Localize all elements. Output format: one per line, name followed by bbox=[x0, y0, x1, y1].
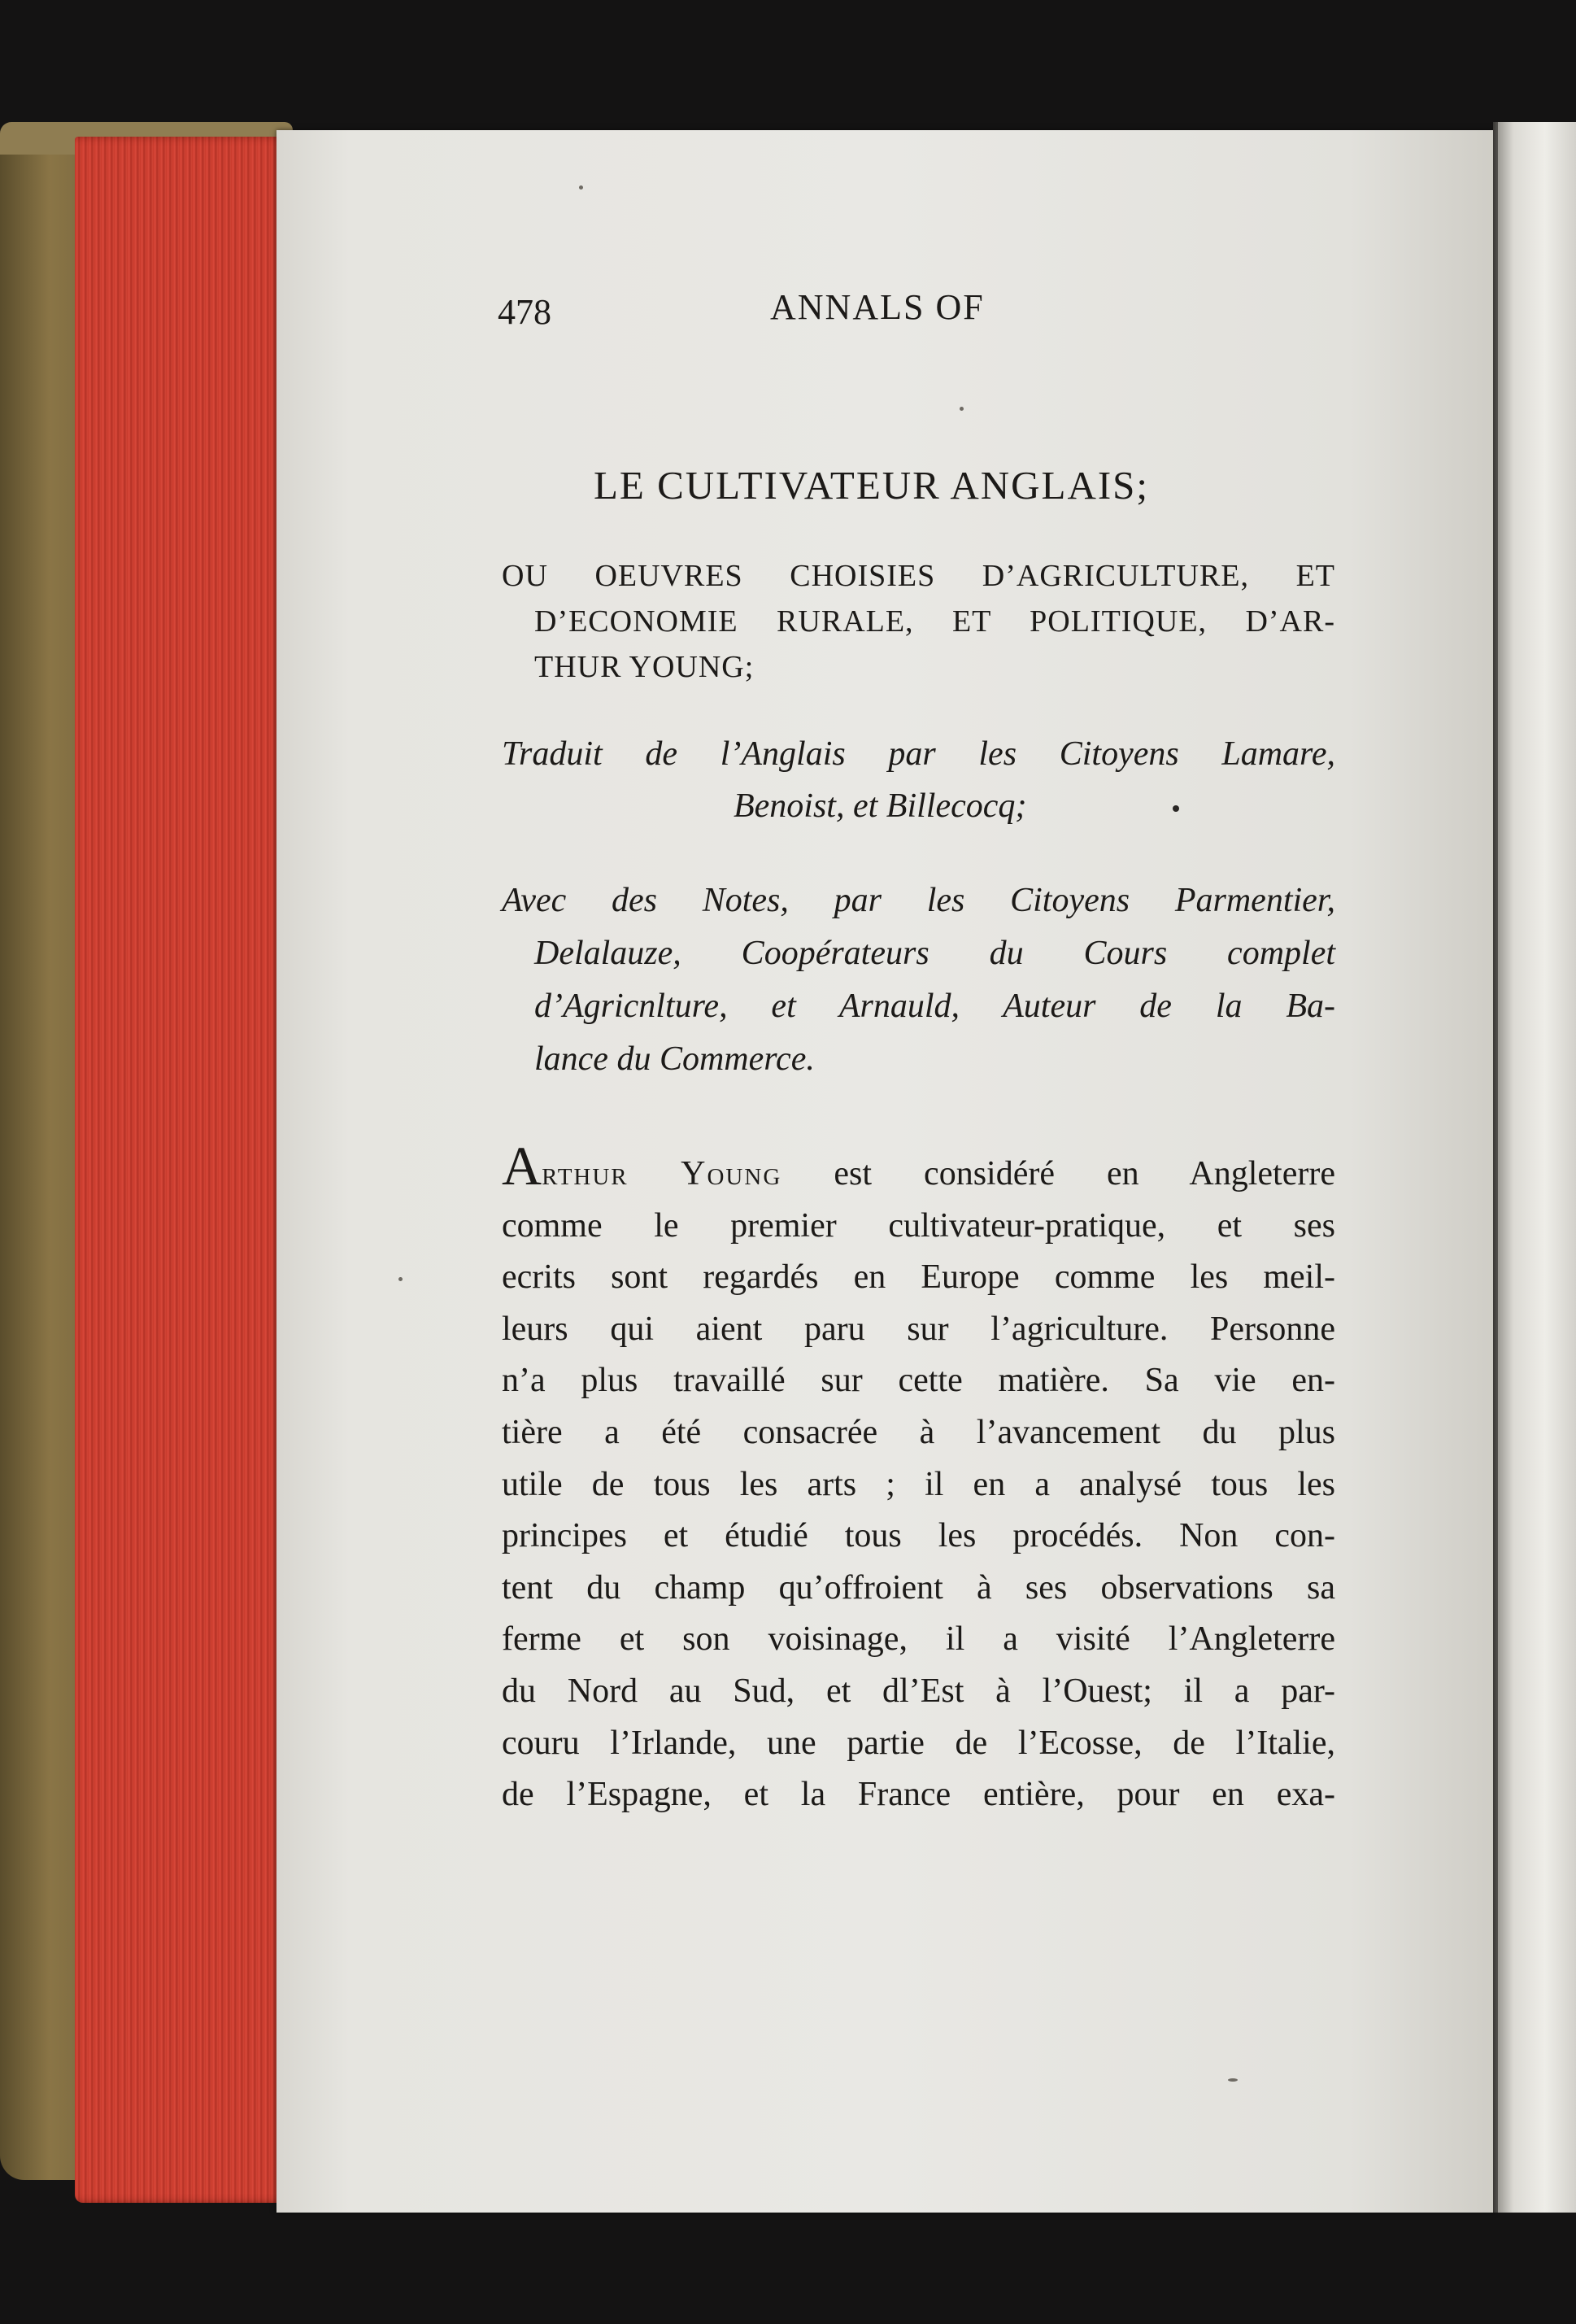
running-title: ANNALS OF bbox=[770, 287, 985, 327]
drop-cap: A bbox=[502, 1135, 542, 1197]
author-name: rthur Young bbox=[542, 1155, 782, 1193]
body-paragraph bbox=[502, 1135, 1335, 1821]
body-first-line bbox=[502, 1135, 1335, 1201]
section-title: LE CULTIVATEUR ANGLAIS; bbox=[594, 463, 1150, 508]
body-first-line-rest: est considéré en Angleterre bbox=[834, 1155, 1335, 1193]
red-page-edges bbox=[75, 137, 298, 2203]
page-number: 478 bbox=[498, 292, 551, 332]
translators-credit bbox=[502, 728, 1335, 832]
subtitle-line: OU OEUVRES CHOISIES D’AGRICULTURE, ET bbox=[502, 559, 1335, 593]
body-line: tent du champ qu’offroient à ses observations sa bbox=[502, 1568, 1335, 1607]
body-line: ecrits sont regardés en Europe comme les meil- bbox=[502, 1258, 1335, 1297]
notes-credit bbox=[502, 874, 1335, 1086]
body-line: couru l’Irlande, une partie de l’Ecosse, de l’Italie, bbox=[502, 1724, 1335, 1762]
notes-line: Delalauze, Coopérateurs du Cours complet bbox=[534, 935, 1335, 972]
body-line: principes et étudié tous les procédés. Non con- bbox=[502, 1517, 1335, 1555]
body-line: du Nord au Sud, et dl’Est à l’Ouest; il a par- bbox=[502, 1672, 1335, 1710]
running-head bbox=[498, 286, 1335, 343]
body-line: leurs qui aient paru sur l’agriculture. Personne bbox=[502, 1310, 1335, 1348]
paper-speck bbox=[398, 1277, 403, 1281]
paper-speck bbox=[579, 185, 583, 190]
body-line: tière a été consacrée à l’avancement du plus bbox=[502, 1413, 1335, 1451]
notes-line: d’Agricnlture, et Arnauld, Auteur de la Ba- bbox=[534, 988, 1335, 1025]
paper-speck bbox=[1228, 2078, 1238, 2082]
body-line: ferme et son voisinage, il a visité l’Angleterre bbox=[502, 1620, 1335, 1659]
body-line: utile de tous les arts ; il en a analysé tous les bbox=[502, 1465, 1335, 1503]
facing-page-edge bbox=[1498, 122, 1576, 2213]
notes-line: Avec des Notes, par les Citoyens Parmentier, bbox=[502, 882, 1335, 919]
subtitle-line: D’ECONOMIE RURALE, ET POLITIQUE, D’AR- bbox=[534, 604, 1335, 639]
paper-speck bbox=[960, 407, 964, 411]
body-line: de l’Espagne, et la France entière, pour en exa- bbox=[502, 1776, 1335, 1814]
body-line: n’a plus travaillé sur cette matière. Sa vie en- bbox=[502, 1362, 1335, 1400]
body-line: comme le premier cultivateur-pratique, et ses bbox=[502, 1206, 1335, 1245]
translators-line: Benoist, et Billecocq; bbox=[734, 787, 1027, 825]
subtitle-line: THUR YOUNG; bbox=[534, 650, 755, 684]
notes-line: lance du Commerce. bbox=[534, 1040, 815, 1078]
subtitle bbox=[502, 553, 1335, 690]
translators-line: Traduit de l’Anglais par les Citoyens Lamare, bbox=[502, 735, 1335, 773]
